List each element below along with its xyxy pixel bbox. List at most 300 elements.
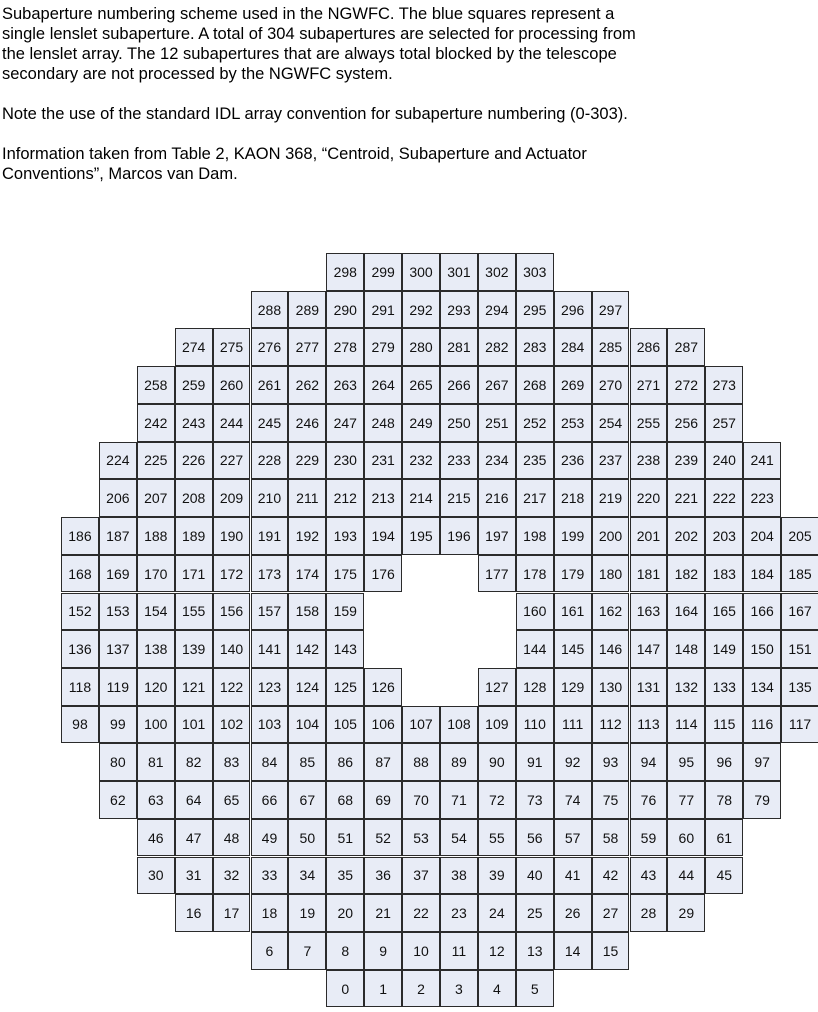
subaperture-cell-65: 65	[213, 781, 251, 819]
subaperture-cell-147: 147	[630, 630, 668, 668]
subaperture-cell-213: 213	[364, 479, 402, 517]
subaperture-cell-10: 10	[402, 932, 440, 970]
subaperture-cell-238: 238	[630, 442, 668, 480]
subaperture-cell-4: 4	[478, 970, 516, 1008]
subaperture-cell-157: 157	[251, 593, 289, 631]
subaperture-cell-94: 94	[630, 743, 668, 781]
subaperture-cell-162: 162	[592, 593, 630, 631]
subaperture-cell-33: 33	[251, 857, 289, 895]
subaperture-cell-54: 54	[440, 819, 478, 857]
subaperture-cell-140: 140	[213, 630, 251, 668]
subaperture-cell-203: 203	[705, 517, 743, 555]
subaperture-cell-0: 0	[326, 970, 364, 1008]
subaperture-cell-106: 106	[364, 706, 402, 744]
subaperture-cell-184: 184	[743, 555, 781, 593]
subaperture-cell-218: 218	[554, 479, 592, 517]
subaperture-cell-249: 249	[402, 404, 440, 442]
subaperture-cell-167: 167	[781, 593, 818, 631]
subaperture-cell-110: 110	[516, 706, 554, 744]
subaperture-cell-156: 156	[213, 593, 251, 631]
subaperture-cell-187: 187	[99, 517, 137, 555]
subaperture-cell-148: 148	[667, 630, 705, 668]
subaperture-cell-133: 133	[705, 668, 743, 706]
subaperture-cell-101: 101	[175, 706, 213, 744]
subaperture-cell-27: 27	[592, 894, 630, 932]
subaperture-cell-56: 56	[516, 819, 554, 857]
subaperture-cell-202: 202	[667, 517, 705, 555]
subaperture-cell-42: 42	[592, 857, 630, 895]
subaperture-cell-188: 188	[137, 517, 175, 555]
subaperture-cell-298: 298	[326, 253, 364, 291]
subaperture-cell-122: 122	[213, 668, 251, 706]
subaperture-cell-185: 185	[781, 555, 818, 593]
subaperture-cell-129: 129	[554, 668, 592, 706]
subaperture-cell-71: 71	[440, 781, 478, 819]
subaperture-cell-98: 98	[61, 706, 99, 744]
subaperture-cell-191: 191	[251, 517, 289, 555]
subaperture-cell-19: 19	[288, 894, 326, 932]
subaperture-cell-251: 251	[478, 404, 516, 442]
subaperture-cell-164: 164	[667, 593, 705, 631]
subaperture-cell-41: 41	[554, 857, 592, 895]
subaperture-cell-214: 214	[402, 479, 440, 517]
subaperture-cell-211: 211	[288, 479, 326, 517]
subaperture-cell-239: 239	[667, 442, 705, 480]
subaperture-cell-177: 177	[478, 555, 516, 593]
subaperture-cell-151: 151	[781, 630, 818, 668]
subaperture-cell-254: 254	[592, 404, 630, 442]
subaperture-cell-68: 68	[326, 781, 364, 819]
subaperture-cell-20: 20	[326, 894, 364, 932]
subaperture-cell-281: 281	[440, 328, 478, 366]
subaperture-cell-235: 235	[516, 442, 554, 480]
subaperture-cell-121: 121	[175, 668, 213, 706]
subaperture-cell-74: 74	[554, 781, 592, 819]
subaperture-cell-3: 3	[440, 970, 478, 1008]
subaperture-cell-234: 234	[478, 442, 516, 480]
subaperture-cell-178: 178	[516, 555, 554, 593]
subaperture-cell-137: 137	[99, 630, 137, 668]
subaperture-cell-117: 117	[781, 706, 818, 744]
subaperture-cell-270: 270	[592, 366, 630, 404]
subaperture-cell-60: 60	[667, 819, 705, 857]
subaperture-cell-72: 72	[478, 781, 516, 819]
subaperture-cell-16: 16	[175, 894, 213, 932]
subaperture-cell-296: 296	[554, 291, 592, 329]
subaperture-cell-173: 173	[251, 555, 289, 593]
subaperture-cell-242: 242	[137, 404, 175, 442]
subaperture-cell-216: 216	[478, 479, 516, 517]
subaperture-cell-192: 192	[288, 517, 326, 555]
subaperture-cell-262: 262	[288, 366, 326, 404]
subaperture-cell-144: 144	[516, 630, 554, 668]
subaperture-cell-28: 28	[630, 894, 668, 932]
subaperture-cell-208: 208	[175, 479, 213, 517]
subaperture-cell-58: 58	[592, 819, 630, 857]
subaperture-cell-225: 225	[137, 442, 175, 480]
subaperture-cell-96: 96	[705, 743, 743, 781]
subaperture-cell-51: 51	[326, 819, 364, 857]
subaperture-cell-276: 276	[251, 328, 289, 366]
subaperture-cell-155: 155	[175, 593, 213, 631]
subaperture-cell-272: 272	[667, 366, 705, 404]
subaperture-cell-240: 240	[705, 442, 743, 480]
subaperture-cell-139: 139	[175, 630, 213, 668]
subaperture-cell-123: 123	[251, 668, 289, 706]
subaperture-cell-220: 220	[630, 479, 668, 517]
subaperture-cell-146: 146	[592, 630, 630, 668]
subaperture-cell-66: 66	[251, 781, 289, 819]
subaperture-cell-113: 113	[630, 706, 668, 744]
subaperture-cell-264: 264	[364, 366, 402, 404]
subaperture-cell-57: 57	[554, 819, 592, 857]
subaperture-cell-175: 175	[326, 555, 364, 593]
subaperture-cell-300: 300	[402, 253, 440, 291]
subaperture-cell-241: 241	[743, 442, 781, 480]
subaperture-cell-231: 231	[364, 442, 402, 480]
subaperture-cell-29: 29	[667, 894, 705, 932]
subaperture-cell-285: 285	[592, 328, 630, 366]
subaperture-cell-124: 124	[288, 668, 326, 706]
subaperture-cell-154: 154	[137, 593, 175, 631]
subaperture-cell-62: 62	[99, 781, 137, 819]
subaperture-cell-292: 292	[402, 291, 440, 329]
subaperture-cell-283: 283	[516, 328, 554, 366]
subaperture-cell-75: 75	[592, 781, 630, 819]
subaperture-cell-84: 84	[251, 743, 289, 781]
subaperture-cell-194: 194	[364, 517, 402, 555]
subaperture-cell-30: 30	[137, 857, 175, 895]
subaperture-cell-24: 24	[478, 894, 516, 932]
subaperture-cell-112: 112	[592, 706, 630, 744]
subaperture-cell-45: 45	[705, 857, 743, 895]
subaperture-cell-55: 55	[478, 819, 516, 857]
subaperture-cell-199: 199	[554, 517, 592, 555]
subaperture-cell-171: 171	[175, 555, 213, 593]
subaperture-cell-152: 152	[61, 593, 99, 631]
subaperture-cell-64: 64	[175, 781, 213, 819]
subaperture-cell-195: 195	[402, 517, 440, 555]
subaperture-cell-244: 244	[213, 404, 251, 442]
subaperture-cell-76: 76	[630, 781, 668, 819]
subaperture-cell-226: 226	[175, 442, 213, 480]
subaperture-cell-273: 273	[705, 366, 743, 404]
subaperture-cell-18: 18	[251, 894, 289, 932]
subaperture-cell-142: 142	[288, 630, 326, 668]
subaperture-cell-275: 275	[213, 328, 251, 366]
subaperture-cell-207: 207	[137, 479, 175, 517]
subaperture-cell-250: 250	[440, 404, 478, 442]
subaperture-cell-111: 111	[554, 706, 592, 744]
subaperture-cell-161: 161	[554, 593, 592, 631]
subaperture-cell-278: 278	[326, 328, 364, 366]
subaperture-cell-170: 170	[137, 555, 175, 593]
subaperture-cell-134: 134	[743, 668, 781, 706]
subaperture-cell-160: 160	[516, 593, 554, 631]
subaperture-cell-67: 67	[288, 781, 326, 819]
subaperture-cell-284: 284	[554, 328, 592, 366]
subaperture-cell-70: 70	[402, 781, 440, 819]
subaperture-cell-215: 215	[440, 479, 478, 517]
subaperture-cell-230: 230	[326, 442, 364, 480]
subaperture-cell-271: 271	[630, 366, 668, 404]
subaperture-cell-2: 2	[402, 970, 440, 1008]
subaperture-cell-53: 53	[402, 819, 440, 857]
subaperture-cell-8: 8	[326, 932, 364, 970]
subaperture-cell-189: 189	[175, 517, 213, 555]
subaperture-cell-260: 260	[213, 366, 251, 404]
subaperture-cell-119: 119	[99, 668, 137, 706]
subaperture-cell-176: 176	[364, 555, 402, 593]
subaperture-cell-291: 291	[364, 291, 402, 329]
subaperture-cell-179: 179	[554, 555, 592, 593]
subaperture-cell-44: 44	[667, 857, 705, 895]
subaperture-cell-290: 290	[326, 291, 364, 329]
description-paragraph-3: Information taken from Table 2, KAON 368, “Centroid, Subaperture and Actuator Conventions”, Marcos van Dam.	[2, 145, 587, 183]
subaperture-cell-197: 197	[478, 517, 516, 555]
subaperture-cell-31: 31	[175, 857, 213, 895]
subaperture-cell-266: 266	[440, 366, 478, 404]
subaperture-cell-294: 294	[478, 291, 516, 329]
subaperture-cell-232: 232	[402, 442, 440, 480]
subaperture-cell-83: 83	[213, 743, 251, 781]
subaperture-cell-116: 116	[743, 706, 781, 744]
subaperture-cell-198: 198	[516, 517, 554, 555]
subaperture-cell-297: 297	[592, 291, 630, 329]
subaperture-cell-158: 158	[288, 593, 326, 631]
subaperture-cell-248: 248	[364, 404, 402, 442]
subaperture-cell-183: 183	[705, 555, 743, 593]
subaperture-cell-145: 145	[554, 630, 592, 668]
subaperture-cell-196: 196	[440, 517, 478, 555]
subaperture-cell-163: 163	[630, 593, 668, 631]
subaperture-cell-227: 227	[213, 442, 251, 480]
subaperture-cell-267: 267	[478, 366, 516, 404]
subaperture-cell-302: 302	[478, 253, 516, 291]
subaperture-cell-11: 11	[440, 932, 478, 970]
subaperture-cell-81: 81	[137, 743, 175, 781]
subaperture-cell-1: 1	[364, 970, 402, 1008]
subaperture-cell-165: 165	[705, 593, 743, 631]
subaperture-cell-258: 258	[137, 366, 175, 404]
subaperture-cell-206: 206	[99, 479, 137, 517]
subaperture-cell-23: 23	[440, 894, 478, 932]
subaperture-cell-91: 91	[516, 743, 554, 781]
subaperture-cell-253: 253	[554, 404, 592, 442]
subaperture-cell-92: 92	[554, 743, 592, 781]
subaperture-cell-47: 47	[175, 819, 213, 857]
subaperture-cell-224: 224	[99, 442, 137, 480]
subaperture-cell-221: 221	[667, 479, 705, 517]
subaperture-cell-265: 265	[402, 366, 440, 404]
subaperture-cell-120: 120	[137, 668, 175, 706]
subaperture-cell-22: 22	[402, 894, 440, 932]
subaperture-cell-295: 295	[516, 291, 554, 329]
description-paragraph-2: Note the use of the standard IDL array convention for subaperture numbering (0-303).	[2, 105, 628, 123]
subaperture-cell-103: 103	[251, 706, 289, 744]
subaperture-cell-40: 40	[516, 857, 554, 895]
subaperture-cell-252: 252	[516, 404, 554, 442]
subaperture-cell-141: 141	[251, 630, 289, 668]
subaperture-cell-130: 130	[592, 668, 630, 706]
subaperture-cell-228: 228	[251, 442, 289, 480]
subaperture-cell-59: 59	[630, 819, 668, 857]
description-paragraph-1: Subaperture numbering scheme used in the NGWFC. The blue squares represent a single lenslet subaperture. A total of 304 subapertures are selected for processing from the lenslet array. The 12 subapertures that are always total blocked by the telescope secondary are not processed by the NGWFC system.	[2, 5, 636, 83]
subaperture-cell-217: 217	[516, 479, 554, 517]
subaperture-cell-132: 132	[667, 668, 705, 706]
subaperture-cell-126: 126	[364, 668, 402, 706]
subaperture-cell-5: 5	[516, 970, 554, 1008]
subaperture-cell-108: 108	[440, 706, 478, 744]
subaperture-cell-143: 143	[326, 630, 364, 668]
subaperture-cell-287: 287	[667, 328, 705, 366]
subaperture-cell-48: 48	[213, 819, 251, 857]
subaperture-cell-237: 237	[592, 442, 630, 480]
subaperture-cell-257: 257	[705, 404, 743, 442]
subaperture-cell-78: 78	[705, 781, 743, 819]
subaperture-cell-274: 274	[175, 328, 213, 366]
subaperture-cell-245: 245	[251, 404, 289, 442]
subaperture-cell-169: 169	[99, 555, 137, 593]
subaperture-cell-15: 15	[592, 932, 630, 970]
subaperture-cell-36: 36	[364, 857, 402, 895]
subaperture-cell-32: 32	[213, 857, 251, 895]
subaperture-cell-200: 200	[592, 517, 630, 555]
subaperture-cell-282: 282	[478, 328, 516, 366]
subaperture-cell-153: 153	[99, 593, 137, 631]
subaperture-cell-263: 263	[326, 366, 364, 404]
subaperture-cell-100: 100	[137, 706, 175, 744]
subaperture-cell-87: 87	[364, 743, 402, 781]
subaperture-cell-131: 131	[630, 668, 668, 706]
subaperture-cell-182: 182	[667, 555, 705, 593]
subaperture-cell-97: 97	[743, 743, 781, 781]
subaperture-cell-243: 243	[175, 404, 213, 442]
subaperture-cell-149: 149	[705, 630, 743, 668]
subaperture-cell-63: 63	[137, 781, 175, 819]
subaperture-cell-12: 12	[478, 932, 516, 970]
subaperture-cell-14: 14	[554, 932, 592, 970]
subaperture-cell-86: 86	[326, 743, 364, 781]
subaperture-cell-136: 136	[61, 630, 99, 668]
subaperture-cell-193: 193	[326, 517, 364, 555]
subaperture-cell-37: 37	[402, 857, 440, 895]
subaperture-cell-204: 204	[743, 517, 781, 555]
subaperture-cell-186: 186	[61, 517, 99, 555]
subaperture-cell-280: 280	[402, 328, 440, 366]
subaperture-cell-222: 222	[705, 479, 743, 517]
subaperture-cell-174: 174	[288, 555, 326, 593]
subaperture-cell-201: 201	[630, 517, 668, 555]
subaperture-cell-135: 135	[781, 668, 818, 706]
subaperture-cell-118: 118	[61, 668, 99, 706]
subaperture-cell-95: 95	[667, 743, 705, 781]
subaperture-cell-159: 159	[326, 593, 364, 631]
subaperture-cell-150: 150	[743, 630, 781, 668]
subaperture-cell-9: 9	[364, 932, 402, 970]
subaperture-cell-17: 17	[213, 894, 251, 932]
subaperture-cell-205: 205	[781, 517, 818, 555]
subaperture-cell-279: 279	[364, 328, 402, 366]
subaperture-cell-85: 85	[288, 743, 326, 781]
subaperture-cell-82: 82	[175, 743, 213, 781]
subaperture-cell-49: 49	[251, 819, 289, 857]
subaperture-cell-181: 181	[630, 555, 668, 593]
subaperture-cell-107: 107	[402, 706, 440, 744]
subaperture-cell-69: 69	[364, 781, 402, 819]
subaperture-cell-77: 77	[667, 781, 705, 819]
subaperture-cell-35: 35	[326, 857, 364, 895]
subaperture-cell-93: 93	[592, 743, 630, 781]
subaperture-cell-166: 166	[743, 593, 781, 631]
subaperture-cell-25: 25	[516, 894, 554, 932]
subaperture-cell-172: 172	[213, 555, 251, 593]
subaperture-cell-269: 269	[554, 366, 592, 404]
subaperture-cell-39: 39	[478, 857, 516, 895]
subaperture-cell-89: 89	[440, 743, 478, 781]
subaperture-cell-246: 246	[288, 404, 326, 442]
subaperture-cell-80: 80	[99, 743, 137, 781]
subaperture-cell-52: 52	[364, 819, 402, 857]
subaperture-cell-128: 128	[516, 668, 554, 706]
subaperture-cell-261: 261	[251, 366, 289, 404]
subaperture-cell-13: 13	[516, 932, 554, 970]
subaperture-cell-7: 7	[288, 932, 326, 970]
subaperture-cell-229: 229	[288, 442, 326, 480]
subaperture-cell-180: 180	[592, 555, 630, 593]
subaperture-cell-105: 105	[326, 706, 364, 744]
subaperture-cell-212: 212	[326, 479, 364, 517]
subaperture-cell-223: 223	[743, 479, 781, 517]
subaperture-cell-46: 46	[137, 819, 175, 857]
subaperture-cell-38: 38	[440, 857, 478, 895]
subaperture-cell-138: 138	[137, 630, 175, 668]
subaperture-cell-299: 299	[364, 253, 402, 291]
subaperture-cell-288: 288	[251, 291, 289, 329]
subaperture-cell-125: 125	[326, 668, 364, 706]
subaperture-cell-21: 21	[364, 894, 402, 932]
subaperture-cell-127: 127	[478, 668, 516, 706]
subaperture-cell-6: 6	[251, 932, 289, 970]
subaperture-cell-219: 219	[592, 479, 630, 517]
subaperture-cell-209: 209	[213, 479, 251, 517]
subaperture-cell-79: 79	[743, 781, 781, 819]
subaperture-cell-61: 61	[705, 819, 743, 857]
subaperture-cell-114: 114	[667, 706, 705, 744]
subaperture-cell-34: 34	[288, 857, 326, 895]
subaperture-cell-268: 268	[516, 366, 554, 404]
subaperture-cell-168: 168	[61, 555, 99, 593]
subaperture-cell-301: 301	[440, 253, 478, 291]
subaperture-cell-247: 247	[326, 404, 364, 442]
subaperture-cell-256: 256	[667, 404, 705, 442]
subaperture-cell-286: 286	[630, 328, 668, 366]
subaperture-cell-303: 303	[516, 253, 554, 291]
subaperture-cell-99: 99	[99, 706, 137, 744]
subaperture-cell-190: 190	[213, 517, 251, 555]
subaperture-cell-210: 210	[251, 479, 289, 517]
subaperture-cell-115: 115	[705, 706, 743, 744]
subaperture-cell-233: 233	[440, 442, 478, 480]
subaperture-cell-43: 43	[630, 857, 668, 895]
subaperture-cell-104: 104	[288, 706, 326, 744]
subaperture-cell-73: 73	[516, 781, 554, 819]
subaperture-cell-50: 50	[288, 819, 326, 857]
subaperture-cell-236: 236	[554, 442, 592, 480]
subaperture-cell-90: 90	[478, 743, 516, 781]
subaperture-cell-109: 109	[478, 706, 516, 744]
subaperture-cell-277: 277	[288, 328, 326, 366]
